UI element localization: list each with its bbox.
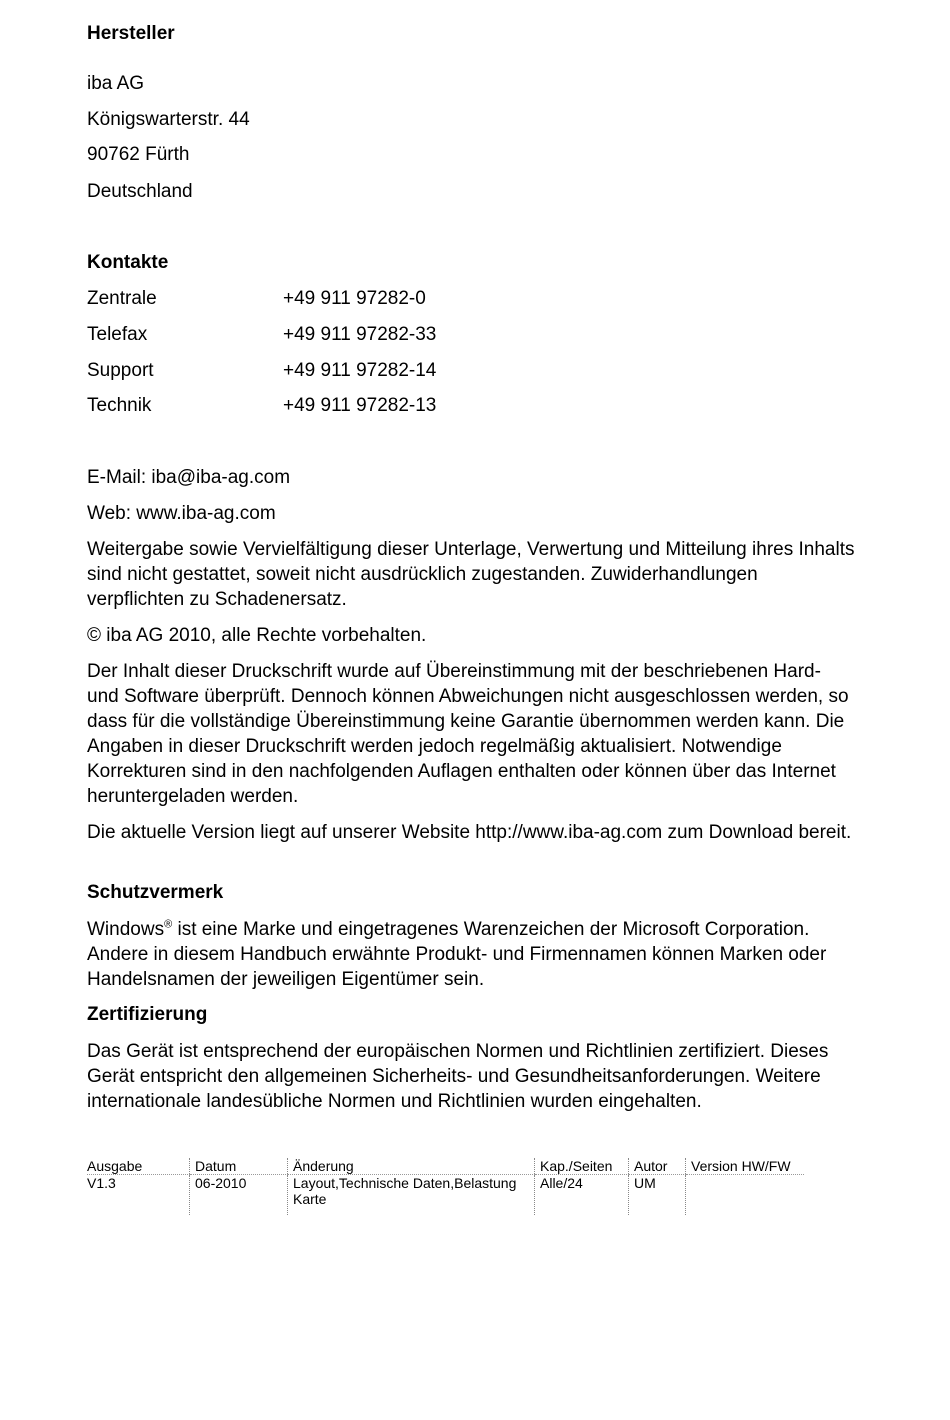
header-cell: Ausgabe: [87, 1158, 190, 1175]
contact-value: +49 911 97282-33: [283, 324, 437, 345]
registered-mark: ®: [164, 918, 173, 931]
trademark-text: [87, 917, 857, 992]
contact-value: +49 911 97282-14: [283, 360, 437, 381]
manufacturer-city: 90762 Fürth: [87, 144, 190, 165]
copying-notice: Weitergabe sowie Vervielfältigung dieser Unterlage, Verwertung und Mitteilung ihres Inhalts sind nicht gestattet, soweit nicht ausdrücklich zugestanden. Zuwiderhandlungen verpflichten zu Schadenersatz.: [87, 539, 855, 610]
table-cell: V1.3: [87, 1175, 116, 1191]
email-line: E-Mail: iba@iba-ag.com: [87, 467, 291, 488]
manufacturer-name: iba AG: [87, 73, 145, 94]
header-cell: Kap./Seiten: [535, 1158, 629, 1175]
contact-value: +49 911 97282-13: [283, 395, 437, 416]
header-cell: Datum: [190, 1158, 288, 1175]
contact-row-zentrale: [87, 287, 426, 311]
trademark-heading: Schutzvermerk: [87, 882, 224, 903]
revision-table: [87, 1158, 804, 1215]
contact-label: Telefax: [87, 324, 148, 345]
manufacturer-heading: Hersteller: [87, 23, 175, 44]
contacts-heading: Kontakte: [87, 252, 169, 273]
header-cell: Autor: [629, 1158, 686, 1175]
table-cell: [686, 1175, 805, 1216]
content-disclaimer: Der Inhalt dieser Druckschrift wurde auf Übereinstimmung mit der beschriebenen Hard- und Software überprüft. Dennoch können Abweichungen nicht ausgeschlossen werden, so dass für die vollständige Übereinstimmung keine Garantie übernommen werden kann. Die Angaben in dieser Druckschrift werden jedoch regelmäßig aktualisiert. Notwendige Korrekturen sind in den nachfolgenden Auflagen enthalten oder können über das Internet heruntergeladen werden.: [87, 661, 849, 807]
version-notice: Die aktuelle Version liegt auf unserer Website http://www.iba-ag.com zum Download bereit.: [87, 822, 852, 843]
table-cell: UM: [629, 1175, 686, 1216]
table-cell: 06-2010: [190, 1175, 288, 1216]
header-cell: Änderung: [288, 1158, 535, 1175]
contact-label: Support: [87, 360, 154, 381]
contact-row-telefax: [87, 323, 436, 347]
manufacturer-country: Deutschland: [87, 181, 193, 202]
contact-label: Zentrale: [87, 288, 157, 309]
trademark-rest: ist eine Marke und eingetragenes Warenzeichen der Microsoft Corporation. Andere in diesem Handbuch erwähnte Produkt- und Firmennamen können Marken oder Handelsnamen der jeweiligen Eigentümer sein.: [87, 919, 827, 990]
web-line: Web: www.iba-ag.com: [87, 503, 276, 524]
contact-label: Technik: [87, 395, 152, 416]
header-cell: Version HW/FW: [686, 1158, 805, 1175]
table-cell: Layout,Technische Daten,Belastung Karte: [288, 1175, 535, 1216]
copyright-notice: © iba AG 2010, alle Rechte vorbehalten.: [87, 625, 427, 646]
table-cell: Alle/24: [535, 1175, 629, 1216]
certification-text: Das Gerät ist entsprechend der europäischen Normen und Richtlinien zertifiziert. Dieses Gerät entspricht den allgemeinen Sicherheits- und Gesundheitsanforderungen. Weitere internationale landesübliche Normen und Richtlinien wurden eingehalten.: [87, 1041, 829, 1112]
manufacturer-street: Königswarterstr. 44: [87, 109, 250, 130]
contact-row-technik: [87, 394, 436, 418]
certification-heading: Zertifizierung: [87, 1004, 208, 1025]
revision-table-header: [87, 1158, 804, 1175]
table-row: [87, 1175, 804, 1216]
contact-row-support: [87, 359, 436, 383]
windows-word: Windows: [87, 919, 165, 940]
contact-value: +49 911 97282-0: [283, 288, 426, 309]
